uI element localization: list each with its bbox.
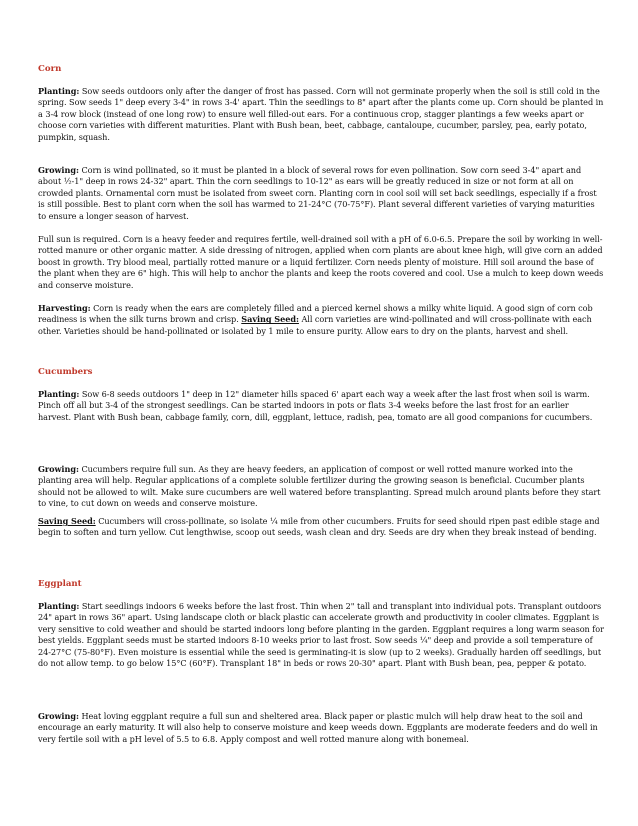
corn-growing-paragraph xyxy=(38,165,604,222)
cucumbers-heading: Cucumbers xyxy=(38,367,93,377)
corn-saving-seed-text: All corn varieties are wind-pollinated and will cross-pollinate with each other. Varieties should be hand-pollinated or isolated by 1 mile to ensure purity. Allow ears to dry on the plants, harvest and shell. xyxy=(38,314,592,336)
eggplant-planting-text: Start seedlings indoors 6 weeks before the last frost. Thin when 2" tall and transplant into individual pots. Transplant outdoors 24" apart in rows 36" apart. Using landscape cloth or black plastic can accelerate growth and productivity in cooler climates. Eggplant is very sensitive to cold weather and should be started indoors long before planting in the garden. Eggplant requires a long warm season for best yields. Eggplant seeds must be started indoors 8-10 weeks prior to last frost. Sow seeds ¼" deep and provide a soil temperature of 24-27°C (75-80°F). Even moisture is essential while the seed is germinating-it is slow (up to 2 weeks). Gradually harden off seedlings, but do not allow temp. to go below 15°C (60°F). Transplant 18" in beds or rows 20-30" apart. Plant with Bush bean, pea, pepper & potato. xyxy=(38,601,604,669)
cucumbers-planting-paragraph xyxy=(38,389,604,423)
corn-harvesting-label: Harvesting: xyxy=(38,303,91,313)
corn-growing-text: Corn is wind pollinated, so it must be planted in a block of several rows for even pollination. Sow corn seed 3-4" apart and about ½-1" deep in rows 24-32" apart. Thin the corn seedlings to 10-12" as ears will be greatly reduced in size or not form at all on crowded plants. Ornamental corn must be isolated from sweet corn. Planting corn in cool soil will set back seedlings, especially if a frost is still possible. Best to plant corn when the soil has warmed to 21-24°C (70-75°F). Plant several different varieties of varying maturities to ensure a longer season of harvest. xyxy=(38,165,597,221)
eggplant-growing-text: Heat loving eggplant require a full sun and sheltered area. Black paper or plastic mulch will help draw heat to the soil and encourage an early maturity. It will also help to conserve moisture and keep weeds down. Eggplants are moderate feeders and do well in very fertile soil with a pH level of 5.5 to 6.8. Apply compost and well rotted manure along with bonemeal. xyxy=(38,711,598,744)
corn-saving-seed-label: Saving Seed: xyxy=(241,314,299,325)
corn-planting-paragraph xyxy=(38,86,604,143)
eggplant-planting-paragraph xyxy=(38,601,604,669)
cucumbers-saving-seed-label: Saving Seed: xyxy=(38,516,96,526)
corn-heading: Corn xyxy=(38,64,62,74)
eggplant-planting-label: Planting: xyxy=(38,601,80,611)
cucumbers-growing-text: Cucumbers require full sun. As they are heavy feeders, an application of compost or well rotted manure worked into the planting area will help. Regular applications of a complete soluble fertilizer during the growing season is beneficial. Cucumber plants should not be allowed to wilt. Make sure cucumbers are well watered before transplanting. Spread mulch around plants before they start to vine, to cut down on weeds and conserve moisture. xyxy=(38,464,601,509)
corn-growing-label: Growing: xyxy=(38,165,79,175)
corn-harvesting-paragraph xyxy=(38,303,604,337)
corn-harvesting-text: Corn is ready when the ears are completely filled and a pierced kernel shows a milky white liquid. A good sign of corn cob readiness is when the silk turns brown and crisp. xyxy=(38,303,593,325)
cucumbers-saving-seed-paragraph xyxy=(38,516,604,539)
eggplant-growing-paragraph xyxy=(38,711,604,745)
cucumbers-saving-seed-text: Cucumbers will cross-pollinate, so isolate ¼ mile from other cucumbers. Fruits for seed should ripen past edible stage and begin to soften and turn yellow. Cut lengthwise, scoop out seeds, wash clean and dry. Seeds are dry when they break instead of bending. xyxy=(38,516,600,538)
cucumbers-planting-label: Planting: xyxy=(38,389,80,399)
eggplant-growing-label: Growing: xyxy=(38,711,79,721)
corn-planting-text: Sow seeds outdoors only after the danger of frost has passed. Corn will not germinate properly when the soil is still cold in the spring. Sow seeds 1" deep every 3-4" in rows 3-4' apart. Thin the seedlings to 8" apart after the plants come up. Corn should be planted in a 3-4 row block (instead of one long row) to ensure well filled-out ears. For a continuous crop, stagger plantings a few weeks apart or choose corn varieties with different maturities. Plant with Bush bean, beet, cabbage, cantaloupe, cucumber, parsley, pea, early potato, pumpkin, squash. xyxy=(38,86,604,142)
eggplant-heading: Eggplant xyxy=(38,579,82,589)
cucumbers-growing-paragraph xyxy=(38,464,604,510)
corn-planting-label: Planting: xyxy=(38,86,80,96)
cucumbers-planting-text: Sow 6-8 seeds outdoors 1" deep in 12" diameter hills spaced 6' apart each way a week after the last frost when soil is warm. Pinch off all but 3-4 of the strongest seedlings. Can be started indoors in pots or flats 3-4 weeks before the last frost for an earlier harvest. Plant with Bush bean, cabbage family, corn, dill, eggplant, lettuce, radish, pea, tomato are all good companions for cucumbers. xyxy=(38,389,593,422)
cucumbers-growing-label: Growing: xyxy=(38,464,79,474)
corn-growing-paragraph-2 xyxy=(38,234,604,291)
corn-growing-text-2: Full sun is required. Corn is a heavy feeder and requires fertile, well-drained soil with a pH of 6.0-6.5. Prepare the soil by working in well-rotted manure or other organic matter. A side dressing of nitrogen, applied when corn plants are about knee high, will give corn an added boost in growth. Try blood meal, partially rotted manure or a liquid fertilizer. Corn needs plenty of moisture. Hill soil around the base of the plant when they are 6" high. This will help to anchor the plants and keep the roots covered and cool. Use a mulch to keep down weeds and conserve moisture. xyxy=(38,234,604,290)
